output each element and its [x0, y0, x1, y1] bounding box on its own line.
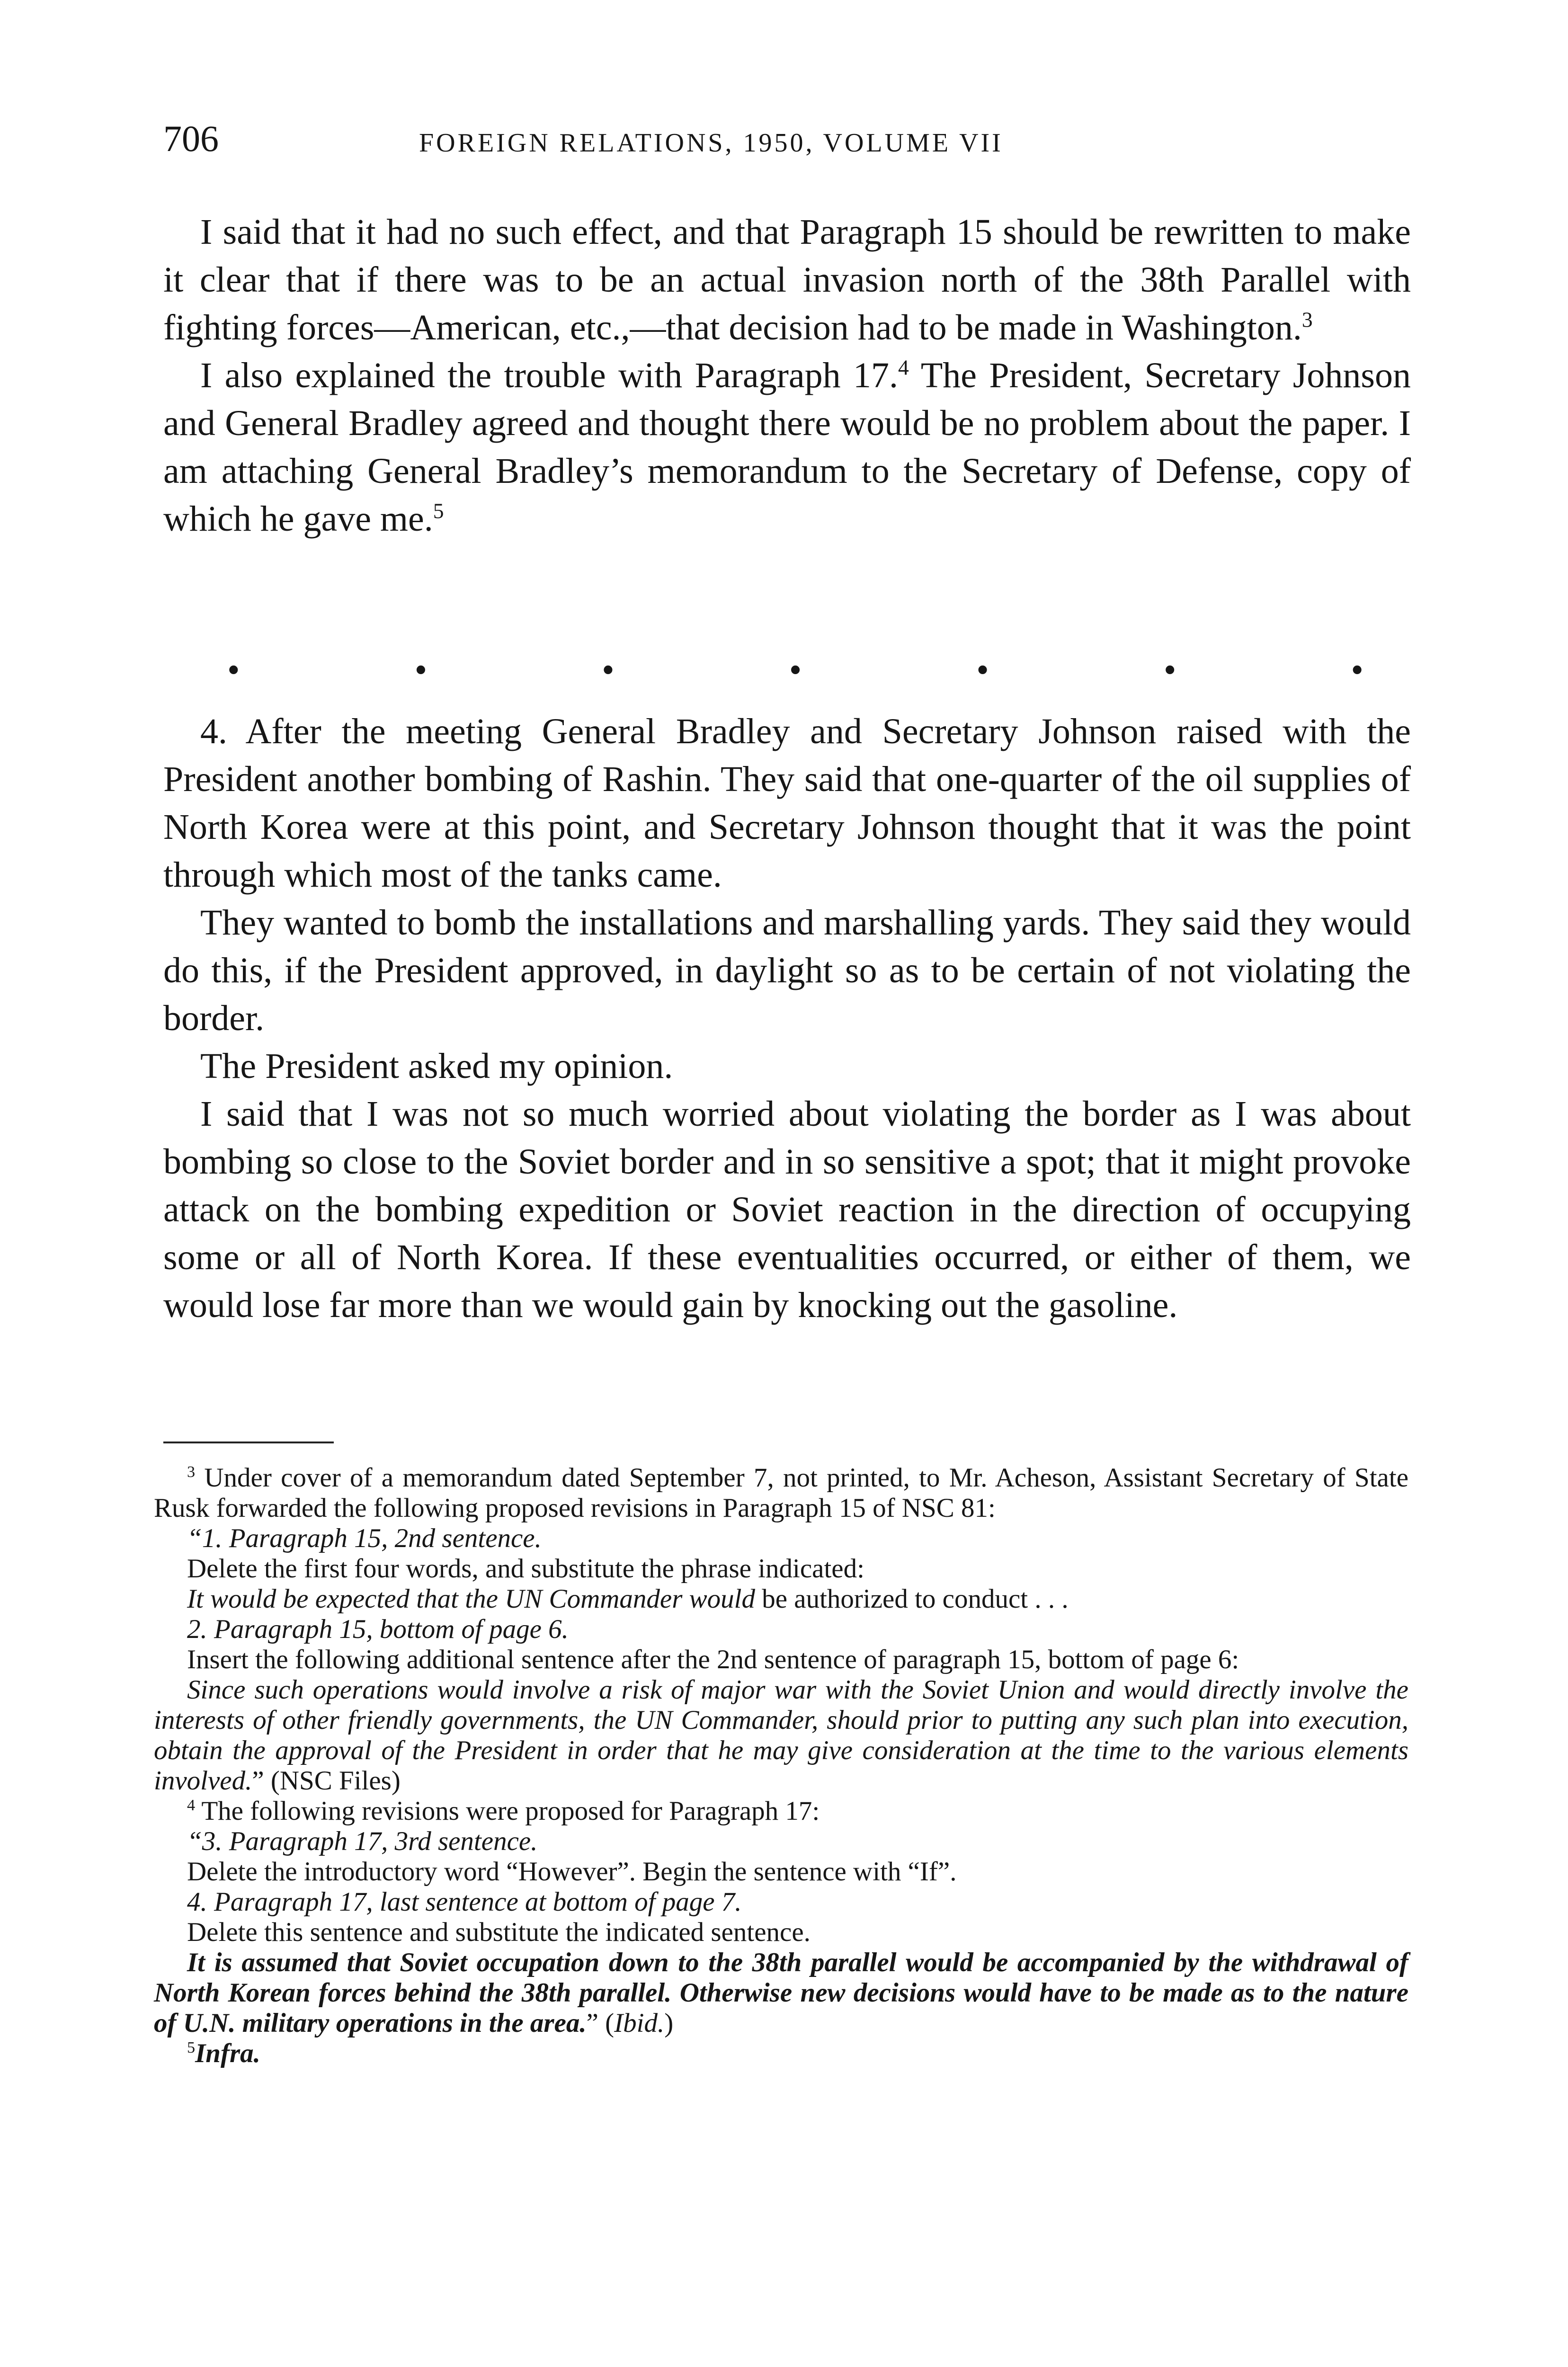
paragraph: I said that I was not so much worried about violating the border as I was about bombing so close to the Soviet border and in so sensitive a spot; that it might provoke attack on the bombing expedition or Soviet reaction in the direction of occupying some or all of North Korea. If these eventualities occurred, or either of them, we would lose far more than we would gain by knocking out the gasoline. — [163, 1094, 1411, 1325]
footnote-line: It would be expected that the UN Commander would be authorized to conduct . . . — [187, 1584, 1069, 1614]
footnote-line: “1. Paragraph 15, 2nd sentence. — [187, 1523, 542, 1553]
running-head: FOREIGN RELATIONS, 1950, VOLUME VII — [419, 128, 1003, 158]
dot: • — [227, 650, 240, 690]
dot: • — [602, 650, 615, 690]
footnote-line: Insert the following additional sentence after the 2nd sentence of paragraph 15, bottom of page 6: — [187, 1645, 1239, 1674]
footnotes — [154, 1463, 1408, 2069]
dot: • — [1163, 650, 1176, 690]
main-text-bottom — [163, 708, 1411, 1329]
footnote-mark: 3 — [187, 1463, 196, 1481]
footnote-rule — [163, 1442, 334, 1443]
main-text-top — [163, 208, 1411, 543]
footnote-mark: 5 — [187, 2039, 196, 2056]
paragraph: They wanted to bomb the installations and marshalling yards. They said they would do this, if the President approved, in daylight so as to be certain of not violating the border. — [163, 903, 1411, 1038]
dot: • — [976, 650, 989, 690]
paragraph: 4. After the meeting General Bradley and Secretary Johnson raised with the President another bombing of Rashin. They said that one-quarter of the oil supplies of North Korea were at this point, and Secretary Johnson thought that it was the point through which most of the tanks came. — [163, 712, 1411, 895]
paragraph: I also explained the trouble with Paragraph 17.$^4$ The President, Secretary Johnson and General Bradley agreed and thought there would be no problem about the paper. I am attaching General Bradley’s memorandum to the Secretary of Defense, copy of which he gave me.$^5$ — [163, 355, 1411, 539]
footnote-ref: 4 — [898, 355, 909, 380]
footnote-line: It is assumed that Soviet occupation down to the 38th parallel would be accompanied by the withdrawal of North Korean forces behind the 38th parallel. Otherwise new decisions would have to be made as to the nature of U.N. military operations in the area.” (Ibid.) — [154, 1948, 1408, 2038]
footnote-ref: 3 — [1301, 307, 1313, 332]
page-number: 706 — [163, 118, 219, 159]
footnote-mark: 4 — [187, 1797, 196, 1814]
footnote-ref: 5 — [433, 498, 444, 523]
footnote-line: “3. Paragraph 17, 3rd sentence. — [187, 1826, 538, 1856]
footnote-line: Since such operations would involve a risk of major war with the Soviet Union and would directly involve the interests of other friendly governments, the UN Commander, should prior to putting any such plan into execution, obtain the approval of the President in order that he may give consideration at the time to the various elements involved.” (NSC Files) — [154, 1675, 1408, 1796]
footnote-5: $^5$Infra. — [187, 2038, 260, 2068]
omission-dots — [227, 650, 1363, 690]
footnote-line: Delete the first four words, and substitute the phrase indicated: — [187, 1554, 864, 1584]
dot: • — [789, 650, 802, 690]
footnote-4: $^4$ The following revisions were proposed for Paragraph 17: — [187, 1796, 820, 1826]
footnote-line: 4. Paragraph 17, last sentence at bottom of page 7. — [187, 1887, 742, 1917]
page-header — [163, 117, 1413, 169]
footnote-3: $^3$ Under cover of a memorandum dated September 7, not printed, to Mr. Acheson, Assistant Secretary of State Rusk forwarded the following proposed revisions in Paragraph 15 of NSC 81: — [154, 1463, 1408, 1523]
dot: • — [1351, 650, 1363, 690]
footnote-line: 2. Paragraph 15, bottom of page 6. — [187, 1614, 569, 1644]
paragraph: I said that it had no such effect, and that Paragraph 15 should be rewritten to make it clear that if there was to be an actual invasion north of the 38th Parallel with fighting forces—American, etc.,—that decision had to be made in Washington.$^3$ — [163, 212, 1411, 347]
dot: • — [414, 650, 428, 690]
footnote-line: Delete this sentence and substitute the indicated sentence. — [187, 1917, 811, 1947]
footnote-line: Delete the introductory word “However”. Begin the sentence with “If”. — [187, 1857, 957, 1886]
paragraph: The President asked my opinion. — [200, 1046, 673, 1086]
